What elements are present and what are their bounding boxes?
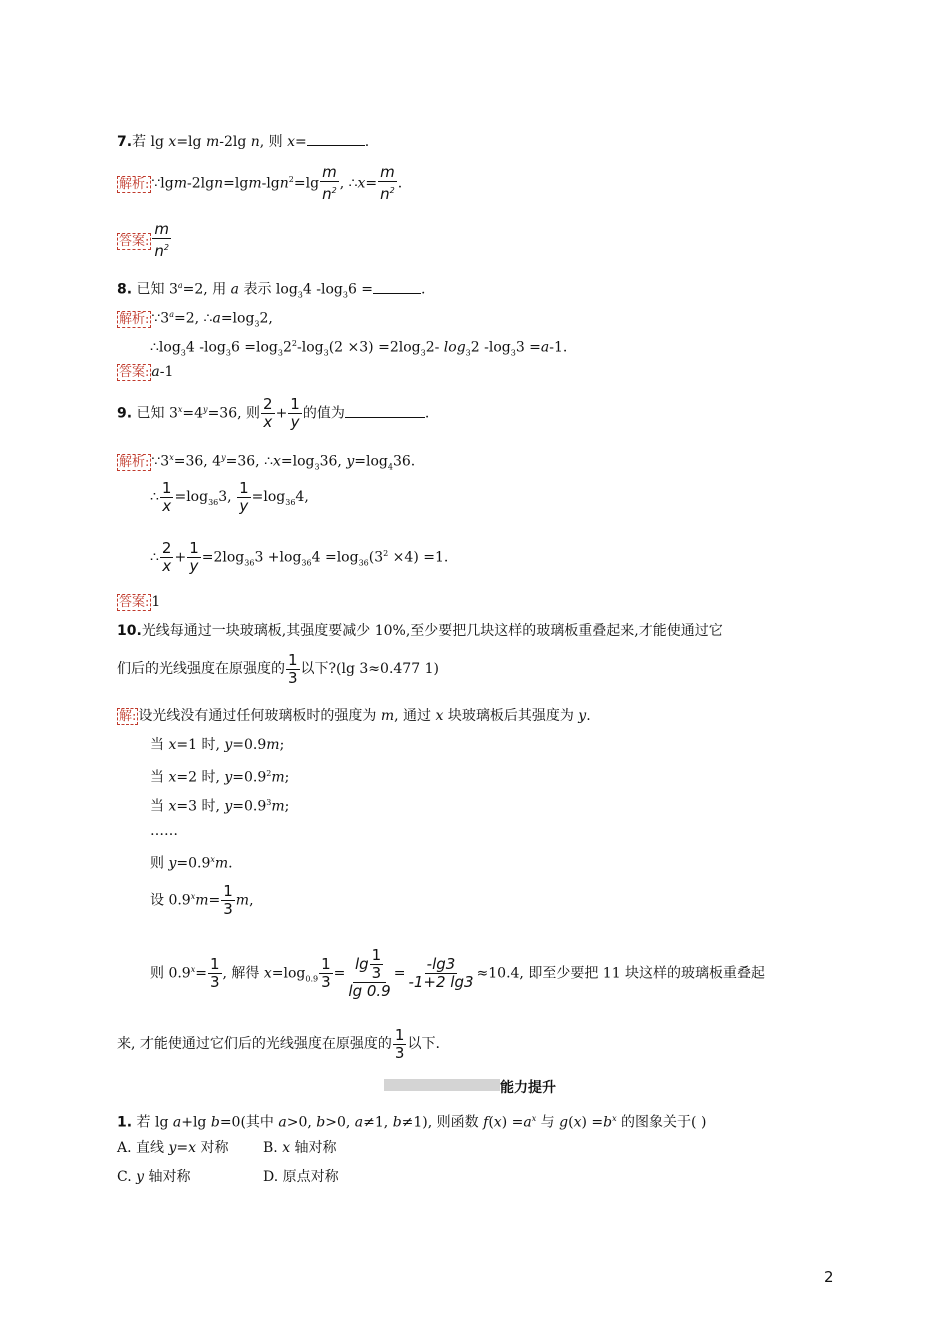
- fraction-1-over-y: $\frac{1}{y}$: [189, 539, 199, 576]
- fraction-1-over-x: $\frac{1}{x}$: [161, 478, 172, 515]
- option-a: A. 直线 y=x 对称: [117, 1140, 229, 1156]
- fraction-1-over-3: $\frac{1}{3}$: [288, 650, 298, 687]
- solution-tag: 解析:: [119, 311, 150, 327]
- question-7: 7.若 lg x=lg m-2lg n, 则 x= .: [117, 134, 370, 150]
- question-8: 8. 已知 $3^a=2$, 用 a 表示 $\log_34$ $-\log_36$ = .: [117, 281, 426, 300]
- q10-set: 设 $0.9^xm=$ $\frac{1}{3}$ m,: [150, 882, 254, 919]
- q9-solution: 解析: $\because 3^x=36$, $4^y=36$, $\therefore x=\log_336$, $y=\log_436$.: [119, 453, 416, 472]
- q9-solution-line3: ∴ $\frac{2}{x}$ + $\frac{1}{y}$ $=2\log_{36}3 +\log_{36}4 =\log_{36}(3^2 \times 4) =1$.: [150, 539, 449, 576]
- fraction-m-over-n2: $\frac{m}{n^2}$: [322, 163, 337, 204]
- q10-result-line2: 来, 才能使通过它们后的光线强度在原强度的 $\frac{1}{3}$ 以下.: [117, 1025, 440, 1062]
- q10-case-3: 当 x=3 时, $y=0.9^3m$;: [150, 798, 290, 815]
- section-bar: [384, 1079, 500, 1091]
- q8-solution: 解析: $\because 3^a=2$, $\therefore a=\log_32$,: [119, 310, 273, 329]
- answer-tag: 答案:: [119, 233, 150, 249]
- options-row-2: [117, 1168, 339, 1186]
- fraction-m-over-n2: $\frac{m}{n^2}$: [380, 163, 395, 204]
- solution-tag: 解析:: [119, 454, 150, 470]
- answer-tag: 答案:: [119, 595, 150, 610]
- page-number: 2: [824, 1268, 834, 1286]
- q7-answer: [117, 221, 172, 260]
- answer-blank: [307, 133, 365, 146]
- q10-general: 则 $y=0.9^xm$.: [150, 855, 233, 872]
- answer-blank: [373, 281, 421, 294]
- answer-tag: 答案:: [119, 365, 150, 380]
- fraction-neglg3-over-expr: $\frac{-\lg 3}{-1+2 \lg 3}$: [408, 955, 474, 992]
- q8-solution-line2: $\therefore\log_34$ $-\log_36 =\log_32^2-\log_3(2 \times 3) =2\log_32-$ $\log_32$ $-\log_33 =a-1$.: [150, 339, 568, 358]
- q10-solution: 解: 设光线没有通过任何玻璃板时的强度为 m, 通过 x 块玻璃板后其强度为 y.: [119, 708, 591, 724]
- fraction-1-over-3: $\frac{1}{3}$: [209, 955, 220, 992]
- problem-1: 1. 若 lg a+lg b=0(其中 a>0, b>0, a≠1, b≠1), 则函数 $f(x) =a^x$ 与 $g(x) =b^x$ 的图象关于( ): [117, 1114, 707, 1131]
- fraction-1-over-3: $\frac{1}{3}$: [394, 1025, 405, 1062]
- solution-tag: 解析:: [119, 176, 150, 192]
- section-header: [384, 1077, 593, 1095]
- fraction-2-over-x: $\frac{2}{x}$: [263, 395, 273, 432]
- q10-case-2: 当 x=2 时, $y=0.9^2m$;: [150, 769, 290, 786]
- options-row-1: [117, 1139, 337, 1157]
- q10-ellipsis: ……: [150, 823, 178, 839]
- fraction-lg-third-over-lg09: lg $\frac{1}{3}$ lg 0.9: [348, 946, 391, 1001]
- option-b: B. x 轴对称: [263, 1140, 337, 1156]
- option-d: D. 原点对称: [263, 1169, 339, 1185]
- q9-solution-line2: ∴ $\frac{1}{x}$ $=\log_{36}3$, $\frac{1}{y}$ $=\log_{36}4$,: [150, 478, 309, 515]
- question-10-line1: 10.光线每通过一块玻璃板,其强度要减少 10%,至少要把几块这样的玻璃板重叠起来,才能使通过它: [117, 623, 723, 639]
- fraction-m-over-n2: $\frac{m}{n^2}$: [154, 220, 170, 260]
- fraction-1-over-y: $\frac{1}{y}$: [290, 395, 300, 432]
- q10-result: 则 $0.9^x=$ $\frac{1}{3}$ , 解得 $x=\log_{0.9}$ $\frac{1}{3}$ = lg $\frac{1}{3}$ lg 0.9 = $\frac{-\lg 3}{-1+2 \lg 3}$ ≈10.4, 即至少要把 11 块这样的玻璃板重叠起: [150, 946, 766, 1001]
- question-9: 9. 已知 $3^x=4^y=36$, 则 $\frac{2}{x}$ + $\frac{1}{y}$ 的值为 .: [117, 395, 430, 432]
- q7-solution: 解析: ∵lgm-2lgn=lgm-lgn$^2$=lg $\frac{m}{n^2}$ , ∴x= $\frac{m}{n^2}$ .: [119, 163, 403, 204]
- section-title: 能力提升: [500, 1080, 556, 1096]
- fraction-1-over-3: $\frac{1}{3}$: [321, 955, 331, 992]
- fraction-1-over-3: $\frac{1}{3}$: [223, 882, 233, 919]
- solution-tag: 解:: [119, 709, 137, 724]
- question-10-line2: 们后的光线强度在原强度的 $\frac{1}{3}$ 以下?(lg 3≈0.477 1): [117, 650, 439, 687]
- fraction-2-over-x: $\frac{2}{x}$: [161, 539, 172, 576]
- option-c: C. y 轴对称: [117, 1169, 191, 1185]
- q8-answer: 答案: a-1: [119, 364, 174, 380]
- q10-case-1: 当 x=1 时, y=0.9m;: [150, 737, 285, 753]
- answer-blank: [345, 405, 425, 418]
- q9-answer: 答案: 1: [119, 594, 161, 610]
- fraction-1-over-y: $\frac{1}{y}$: [239, 478, 249, 515]
